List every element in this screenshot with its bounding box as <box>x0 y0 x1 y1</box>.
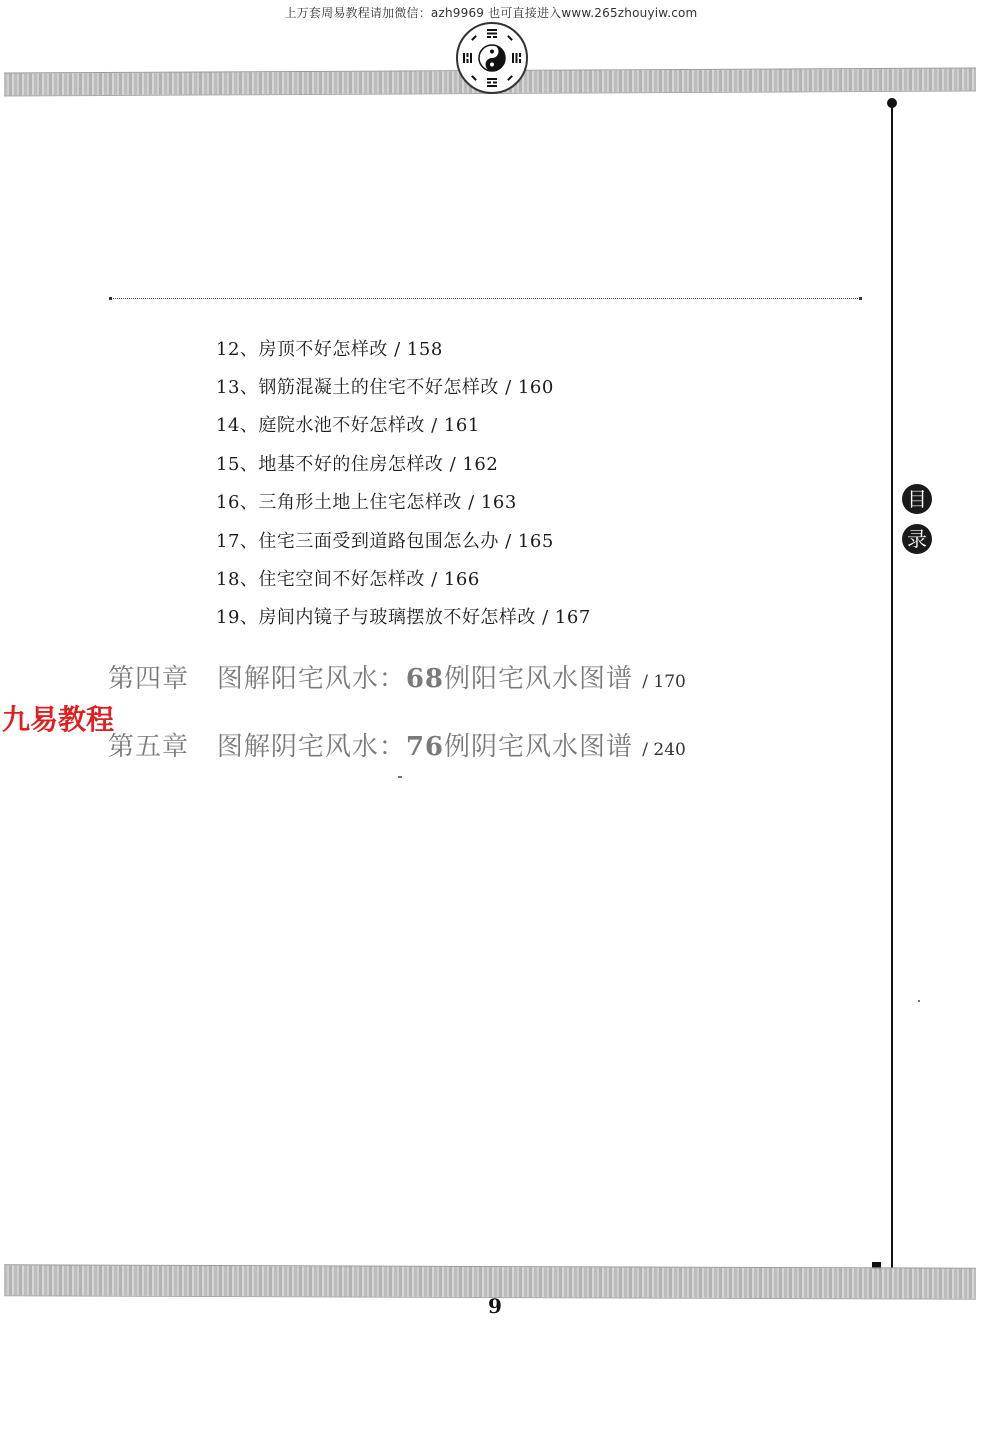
toc-entry: 18、住宅空间不好怎样改 / 166 <box>216 569 480 590</box>
chapter-count: 76 <box>405 732 445 762</box>
rule-end-dot <box>109 297 112 300</box>
chapter-page: / 170 <box>642 672 686 692</box>
chapter-count: 68 <box>405 664 445 694</box>
toc-entry: 15、地基不好的住房怎样改 / 162 <box>216 454 499 475</box>
watermark-text: 上万套周易教程请加微信：azh9969 也可直接进入www.265zhouyiw.com <box>284 6 698 20</box>
page-number: 9 <box>488 1294 502 1318</box>
toc-entry: 19、房间内镜子与玻璃摆放不好怎样改 / 167 <box>216 607 591 628</box>
chapter-entry <box>108 726 686 763</box>
print-speck <box>918 1000 920 1002</box>
chapter-label: 第四章 <box>108 664 190 694</box>
side-label-char: 录 <box>902 524 932 554</box>
chapter-page: / 240 <box>642 740 686 760</box>
toc-entry: 16、三角形土地上住宅怎样改 / 163 <box>216 492 517 513</box>
vertical-rule <box>891 104 893 1268</box>
chapter-title: 图解阳宅风水： <box>216 664 406 694</box>
toc-entry: 12、房顶不好怎样改 / 158 <box>216 339 443 360</box>
print-speck <box>398 776 402 778</box>
toc-entry: 14、庭院水池不好怎样改 / 161 <box>216 415 480 436</box>
chapter-entry <box>108 658 686 695</box>
rule-end-dot <box>859 297 862 300</box>
side-label-char: 目 <box>902 484 932 514</box>
horizontal-rule <box>110 298 862 299</box>
toc-entry: 13、钢筋混凝土的住宅不好怎样改 / 160 <box>216 377 554 398</box>
chapter-title: 图解阴宅风水： <box>216 732 406 762</box>
chapter-title-rest: 例阳宅风水图谱 <box>444 664 634 694</box>
chapter-label: 第五章 <box>108 732 190 762</box>
chapter-title-rest: 例阴宅风水图谱 <box>444 732 634 762</box>
toc-entry: 17、住宅三面受到道路包围怎么办 / 165 <box>216 531 554 552</box>
bagua-emblem-icon <box>456 22 528 94</box>
overlay-logo: 九易教程 <box>2 703 115 736</box>
